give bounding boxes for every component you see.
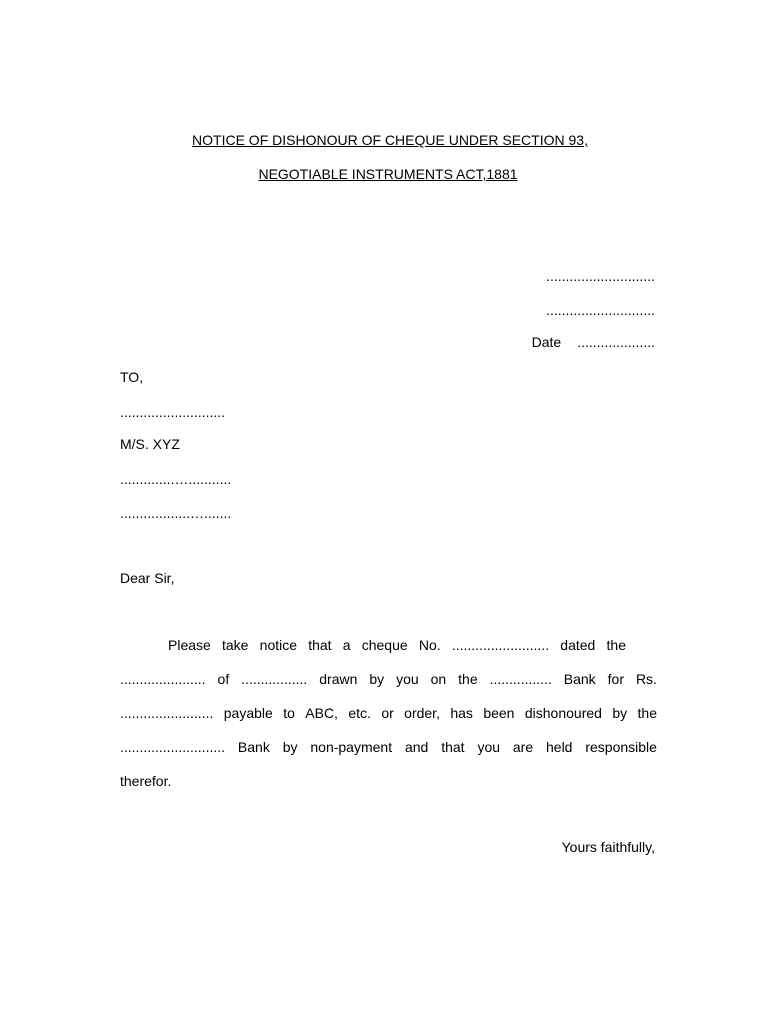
body-word: for [607,671,624,687]
body-word: that [441,739,465,755]
body-word: notice [259,637,298,653]
body-word: Bank [563,671,596,687]
salutation: Dear Sir, [120,570,175,586]
recipient-line4: ..................…....... [120,505,232,521]
closing: Yours faithfully, [561,839,655,855]
body-word: of [217,671,230,687]
body-word: the [637,705,657,721]
body-word: etc. [348,705,371,721]
body-word: that [308,637,332,653]
body-word: non-payment [310,739,393,755]
body-word: ................ [489,671,552,687]
date-row [532,334,655,350]
body-word: ABC, [305,705,338,721]
body-word: ......................... [451,637,550,653]
body-word: has [450,705,473,721]
body-word: ........................... [120,739,226,755]
notice-title-line1: NOTICE OF DISHONOUR OF CHEQUE UNDER SECTION 93, [192,132,588,148]
body-word: order, [404,705,440,721]
body-word: and [404,739,429,755]
body-word: therefor. [120,773,172,789]
body-word: take [222,637,249,653]
body-word: you [477,739,501,755]
body-word: are [512,739,534,755]
body-word: No. [418,637,441,653]
body-word: responsible [585,739,657,755]
recipient-line1: ........................... [120,404,226,420]
body-word: held [546,739,573,755]
body-word: the [606,637,626,653]
body-word: a [342,637,351,653]
body-word: ...................... [120,671,206,687]
body-row-3 [120,705,657,722]
body-word: dated [560,637,596,653]
body-word: by [612,705,628,721]
body-word: the [458,671,478,687]
body-row-2 [120,671,657,688]
recipient-line3: ..............…........... [120,471,232,487]
body-word: by [369,671,385,687]
recipient-name: M/S. XYZ [120,436,180,452]
body-row-1 [168,637,626,654]
body-word: drawn [319,671,358,687]
body-word: payable [223,705,273,721]
body-word: or [381,705,394,721]
sender-address-line2: ............................ [546,302,655,318]
body-word: you [396,671,419,687]
body-word: cheque [361,637,408,653]
sender-address-line1: ............................ [546,268,655,284]
notice-title-line2: NEGOTIABLE INSTRUMENTS ACT,1881 [258,166,518,182]
date-label: Date [531,334,562,350]
body-word: by [282,739,298,755]
body-word: been [483,705,515,721]
recipient-to: TO, [120,369,144,385]
body-row-4 [120,739,657,756]
body-word: dishonoured [524,705,602,721]
body-word: ........................ [120,705,214,721]
body-word: to [283,705,295,721]
body-row-5 [120,773,657,790]
body-word: ................. [241,671,308,687]
body-word: Bank [237,739,270,755]
body-word: on [430,671,447,687]
body-word: Please [168,637,211,653]
body-word: Rs. [635,671,657,687]
date-value: .................... [577,334,655,350]
